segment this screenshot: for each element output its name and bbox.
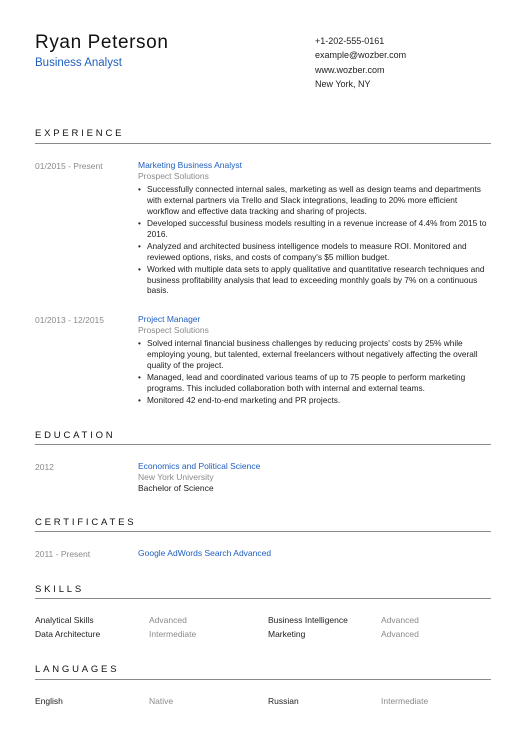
- education-dates: 2012: [35, 462, 54, 472]
- section-title-education: EDUCATION: [35, 430, 116, 441]
- section-divider: [35, 444, 491, 445]
- section-title-certificates: CERTIFICATES: [35, 517, 137, 528]
- language-level: Intermediate: [381, 696, 429, 706]
- school-name: New York University: [138, 472, 214, 482]
- experience-entry: [138, 160, 490, 298]
- skill-level: Intermediate: [149, 629, 197, 639]
- education-entry: [138, 461, 490, 494]
- contact-block: [315, 34, 406, 91]
- resume-header: [35, 32, 491, 92]
- certificate-dates: 2011 - Present: [35, 549, 91, 559]
- skill-name: Data Architecture: [35, 629, 101, 639]
- language-name: Russian: [268, 696, 299, 706]
- certificate-title: Google AdWords Search Advanced: [138, 548, 272, 558]
- experience-dates: 01/2015 - Present: [35, 161, 103, 171]
- experience-entry: [138, 314, 490, 407]
- email-text: example@wozber.com: [315, 50, 407, 61]
- achievement-item: • Analyzed and architected business intelligence models to measure ROI. Monitored and reviewed options, risks, and costs of company's $5 million budget.: [138, 241, 490, 263]
- degree-name: Bachelor of Science: [138, 483, 214, 493]
- section-divider: [35, 143, 491, 144]
- job-title: Marketing Business Analyst: [138, 160, 242, 170]
- job-title: Project Manager: [138, 314, 201, 324]
- skill-name: Analytical Skills: [35, 615, 94, 625]
- achievement-item: • Solved internal financial business challenges by reducing projects' costs by 25% while employing young, but talented, external freelancers without negatively affecting the overall quality of the project.: [138, 338, 490, 370]
- phone-text: +1-202-555-0161: [315, 36, 385, 46]
- language-level: Native: [149, 696, 174, 706]
- section-title-experience: EXPERIENCE: [35, 128, 125, 139]
- location-text: New York, NY: [315, 78, 371, 89]
- achievement-item: • Managed, lead and coordinated various teams of up to 75 people to perform marketing programs. This included collaboration both with internal and external teams.: [138, 372, 490, 394]
- language-name: English: [35, 696, 63, 706]
- website-text: www.wozber.com: [315, 64, 385, 75]
- achievement-list: [138, 184, 490, 296]
- section-title-languages: LANGUAGES: [35, 664, 120, 675]
- experience-dates: 01/2013 - 12/2015: [35, 315, 105, 325]
- achievement-item: • Worked with multiple data sets to apply qualitative and quantitative research techniques and business profitability analysis that lead to exceeding monthly goals by 7% on a continuous basis.: [138, 264, 490, 296]
- achievement-item: • Monitored 42 end-to-end marketing and PR projects.: [138, 395, 490, 406]
- skill-level: Advanced: [149, 615, 187, 625]
- certificate-entry: [138, 548, 490, 559]
- candidate-name: Ryan Peterson: [35, 32, 169, 53]
- section-title-skills: SKILLS: [35, 584, 85, 595]
- section-divider: [35, 598, 491, 599]
- candidate-role: Business Analyst: [35, 57, 122, 69]
- degree-field: Economics and Political Science: [138, 461, 261, 471]
- skill-level: Advanced: [381, 629, 419, 639]
- company-name: Prospect Solutions: [138, 171, 209, 181]
- section-divider: [35, 531, 491, 532]
- skill-name: Business Intelligence: [268, 615, 348, 625]
- achievement-list: [138, 338, 490, 406]
- company-name: Prospect Solutions: [138, 325, 209, 335]
- achievement-item: • Developed successful business models resulting in a revenue increase of 4.4% from 2015 to 2016.: [138, 218, 490, 240]
- achievement-item: • Successfully connected internal sales, marketing as well as design teams and departments with external partners via Trello and Slack integrations, leading to 20% more efficient workflow and effective data tracking and sharing of projects.: [138, 184, 490, 216]
- section-divider: [35, 679, 491, 680]
- skill-name: Marketing: [268, 629, 306, 639]
- skill-level: Advanced: [381, 615, 419, 625]
